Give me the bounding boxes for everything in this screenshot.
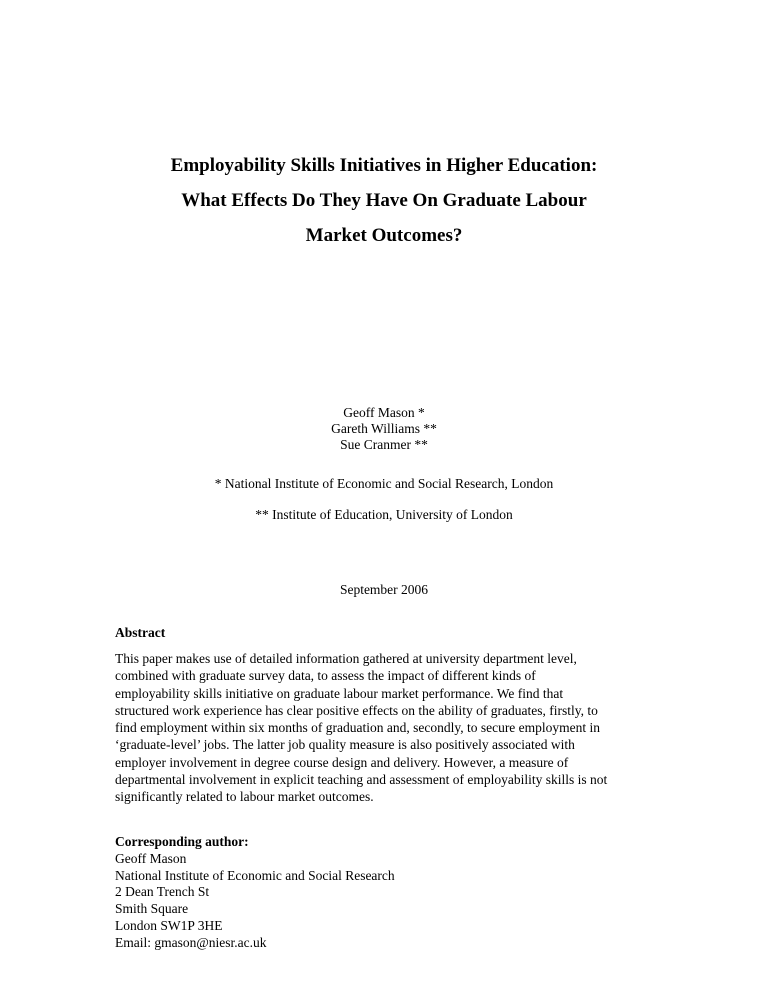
title-line: Market Outcomes? xyxy=(305,225,463,246)
author-name: Gareth Williams ** xyxy=(331,421,437,436)
address-line: Smith Square xyxy=(115,901,189,917)
abstract-line: This paper makes use of detailed information gathered at university department level, xyxy=(115,651,577,666)
corresponding-author-institution: National Institute of Economic and Social Research xyxy=(115,867,395,883)
author-name: Sue Cranmer ** xyxy=(340,437,428,452)
title-line: What Effects Do They Have On Graduate Labour xyxy=(181,190,587,211)
abstract-line: employer involvement in degree course design and delivery. However, a measure of xyxy=(115,754,569,770)
abstract-line: departmental involvement in explicit teaching and assessment of employability skills is not xyxy=(115,772,608,788)
author-name: Geoff Mason * xyxy=(343,405,425,420)
corresponding-author-name: Geoff Mason xyxy=(115,850,187,866)
corresponding-author-heading: Corresponding author: xyxy=(115,834,249,849)
publication-date: September 2006 xyxy=(339,582,429,597)
abstract-heading: Abstract xyxy=(115,625,166,640)
title-line: Employability Skills Initiatives in Higher Education: xyxy=(170,155,598,176)
abstract-line: ‘graduate-level’ jobs. The latter job quality measure is also positively associated with xyxy=(115,737,575,753)
affiliation: * National Institute of Economic and Social Research, London xyxy=(214,476,554,491)
paper-title xyxy=(60,148,708,253)
abstract-line: combined with graduate survey data, to assess the impact of different kinds of xyxy=(115,668,536,684)
address-line: London SW1P 3HE xyxy=(115,917,223,933)
corresponding-author-block xyxy=(115,834,395,952)
abstract-line: find employment within six months of graduation and, secondly, to secure employment in xyxy=(115,720,601,736)
email-line: Email: gmason@niesr.ac.uk xyxy=(115,934,267,950)
affiliation: ** Institute of Education, University of London xyxy=(255,507,513,522)
author-list xyxy=(0,405,768,453)
abstract-line: employability skills initiative on graduate labour market performance. We find that xyxy=(115,685,564,701)
abstract-body xyxy=(115,650,655,806)
abstract-line: structured work experience has clear positive effects on the ability of graduates, firstly, to xyxy=(115,702,598,718)
abstract-line: significantly related to labour market outcomes. xyxy=(115,789,374,805)
address-line: 2 Dean Trench St xyxy=(115,884,210,900)
